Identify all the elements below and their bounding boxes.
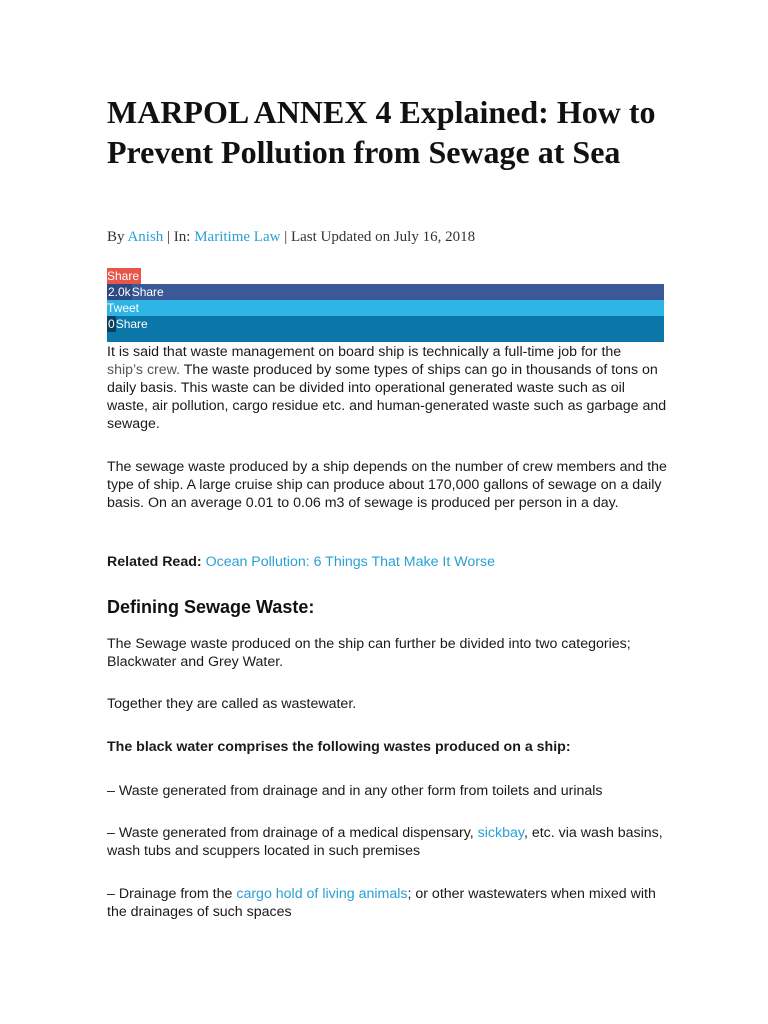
- paragraph-intro-part-3: The waste produced by some types of ships can go in thousands of tons on daily basis. This waste can be divided into operational generated waste such as oil waste, air pollution, cargo residue etc. and human-generated waste such as garbage and sewage.: [107, 362, 667, 432]
- related-read: [107, 553, 667, 571]
- list-item-cargo-part-1: – Drainage from the: [107, 886, 233, 902]
- sickbay-link[interactable]: sickbay: [477, 825, 524, 841]
- list-item-medical-part-1: – Waste generated from drainage of a medical dispensary,: [107, 825, 474, 841]
- list-item-medical-part-2: , etc. via wash basins, wash tubs and scuppers located in such premises: [107, 825, 663, 859]
- facebook-share-label: Share: [131, 285, 164, 299]
- share-top-label: Share: [107, 269, 140, 283]
- related-read-link[interactable]: Ocean Pollution: 6 Things That Make It Worse: [205, 554, 495, 570]
- paragraph-intro-part-2: ship’s crew.: [107, 362, 181, 378]
- linkedin-share-label: Share: [115, 317, 148, 331]
- share-buttons: [107, 268, 664, 342]
- paragraph-wastewater: Together they are called as wastewater.: [107, 696, 357, 712]
- byline: [107, 228, 667, 246]
- list-item-cargo-hold: [107, 885, 667, 921]
- paragraph-intro-part-1: It is said that waste management on board ship is technically a full-time job for the: [107, 344, 622, 360]
- category-link[interactable]: Maritime Law: [194, 229, 281, 245]
- linkedin-share-button[interactable]: [107, 316, 664, 342]
- byline-in: | In:: [167, 229, 191, 245]
- byline-updated: | Last Updated on July 16, 2018: [284, 229, 476, 245]
- paragraph-blackwater-intro: The black water comprises the following wastes produced on a ship:: [107, 739, 571, 755]
- facebook-share-count: 2.0k: [108, 285, 131, 299]
- paragraph-categories: The Sewage waste produced on the ship can further be divided into two categories; Blackwater and Grey Water.: [107, 636, 631, 670]
- section-heading-sewage: Defining Sewage Waste:: [107, 597, 315, 617]
- tweet-button[interactable]: [107, 300, 664, 316]
- list-item-medical: [107, 824, 667, 860]
- byline-by: By: [107, 229, 125, 245]
- list-item-toilets: – Waste generated from drainage and in any other form from toilets and urinals: [107, 783, 603, 799]
- tweet-label: Tweet: [107, 301, 140, 315]
- share-top-button[interactable]: [107, 268, 141, 284]
- paragraph-sewage-volume: The sewage waste produced by a ship depends on the number of crew members and the type of ship. A large cruise ship can produce about 170,000 gallons of sewage on a daily basis. On an average 0.01 to 0.06 m3 of sewage is produced per person in a day.: [107, 459, 667, 511]
- author-link[interactable]: Anish: [127, 229, 164, 245]
- linkedin-share-count: 0: [108, 317, 115, 331]
- list-item-cargo-part-2: ; or other wastewaters when mixed with the drainages of such spaces: [107, 886, 656, 920]
- paragraph-intro: [107, 343, 667, 433]
- facebook-share-button[interactable]: [107, 284, 664, 300]
- cargo-hold-link[interactable]: cargo hold of living animals: [236, 886, 408, 902]
- article-title: MARPOL ANNEX 4 Explained: How to Prevent Pollution from Sewage at Sea: [107, 94, 656, 170]
- related-read-label: Related Read:: [107, 554, 202, 570]
